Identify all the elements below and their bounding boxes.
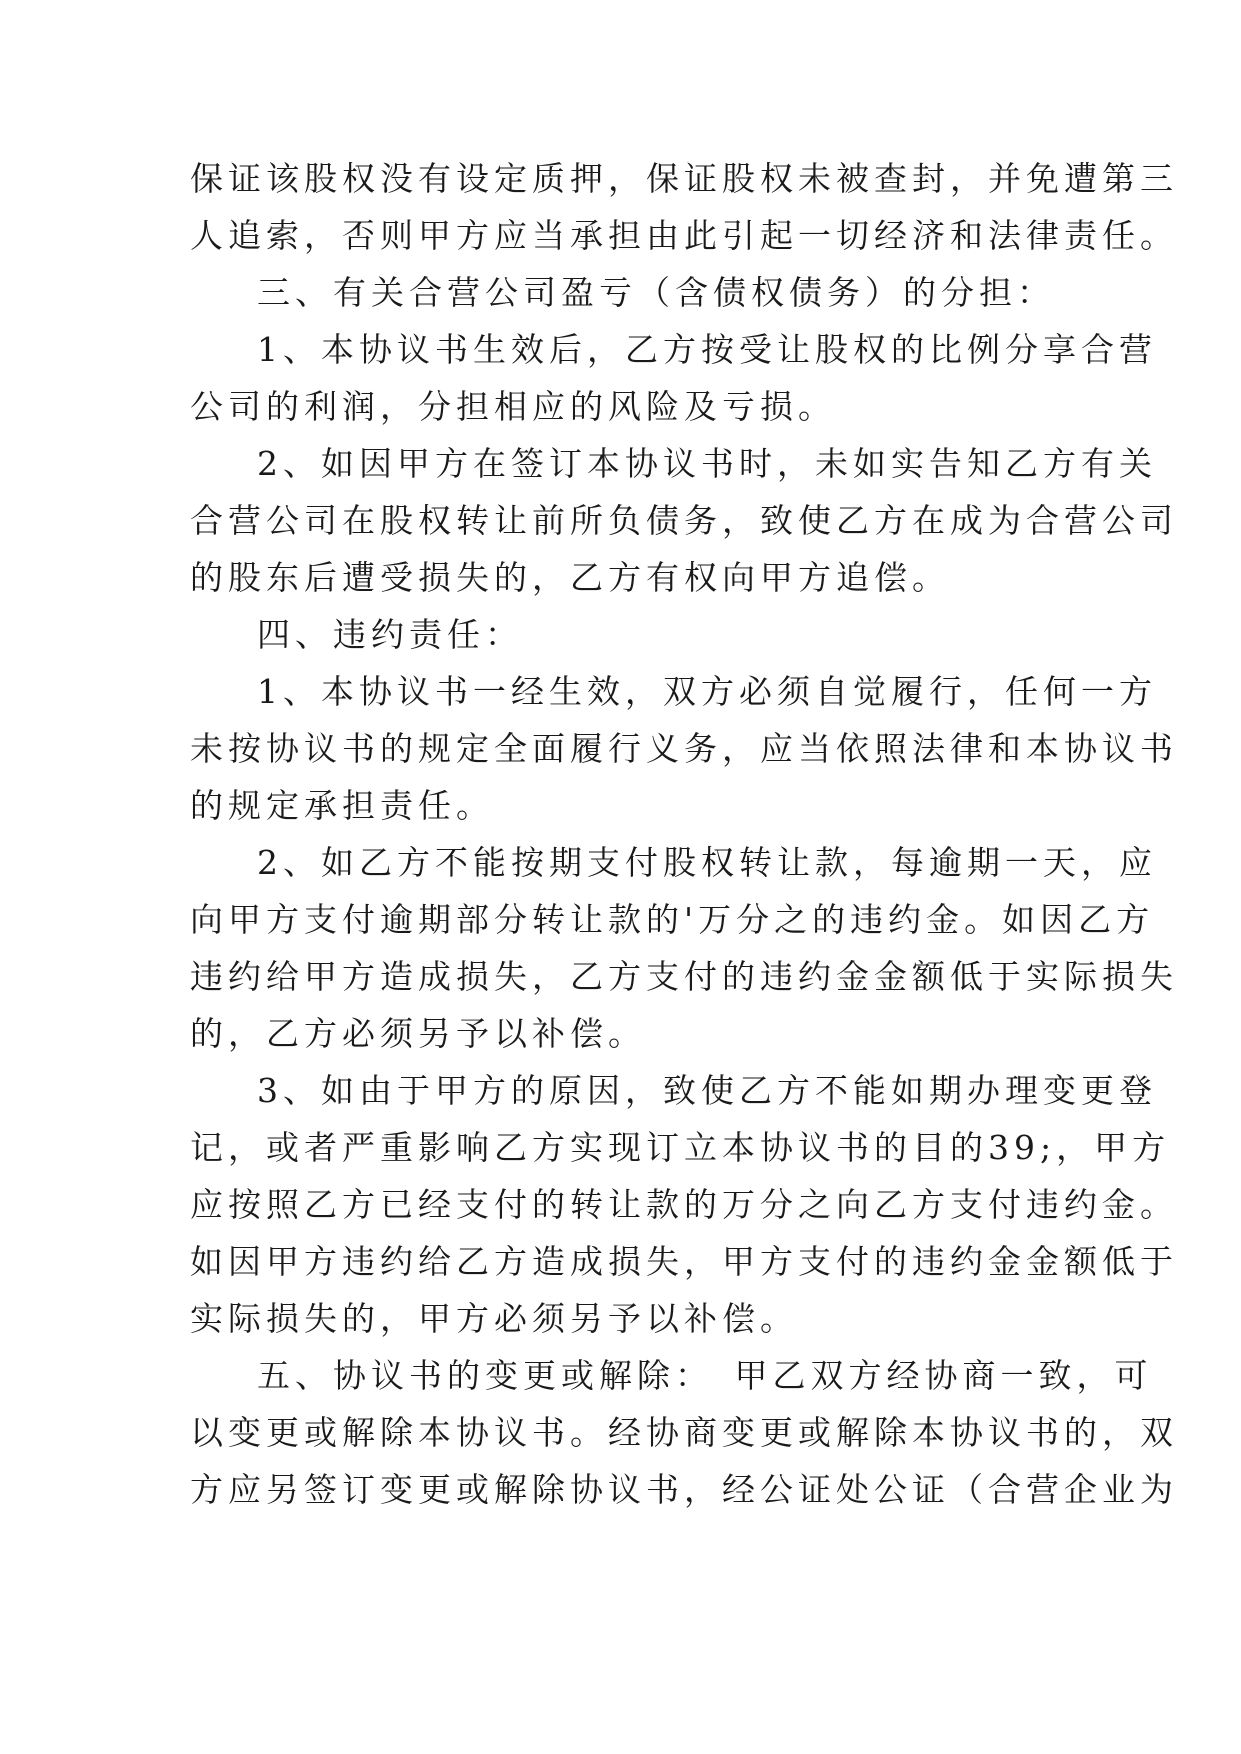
text-line: 人追索，否则甲方应当承担由此引起一切经济和法律责任。 [190,216,1178,255]
text-line: 1、本协议书一经生效，双方必须自觉履行，任何一方 [257,672,1157,711]
text-line: 保证该股权没有设定质押，保证股权未被查封，并免遭第三 [190,159,1178,198]
text-line: 以变更或解除本协议书。经协商变更或解除本协议书的，双 [190,1413,1178,1452]
text-line: 的规定承担责任。 [190,786,494,825]
text-line: 的股东后遭受损失的，乙方有权向甲方追偿。 [190,558,950,597]
section-heading: 三、有关合营公司盈亏（含债权债务）的分担： [257,273,1055,312]
text-line: 违约给甲方造成损失，乙方支付的违约金金额低于实际损失 [190,957,1178,996]
text-line: 公司的利润，分担相应的风险及亏损。 [190,387,836,426]
section-heading: 四、违约责任： [257,615,523,654]
text-line: 向甲方支付逾期部分转让款的'万分之的违约金。如因乙方 [190,900,1155,939]
section-heading: 五、协议书的变更或解除： 甲乙双方经协商一致，可 [257,1356,1153,1395]
text-line: 记，或者严重影响乙方实现订立本协议书的目的39;，甲方 [190,1128,1171,1167]
text-line: 合营公司在股权转让前所负债务，致使乙方在成为合营公司 [190,501,1178,540]
text-line: 2、如因甲方在签订本协议书时，未如实告知乙方有关 [257,444,1157,483]
text-line: 的，乙方必须另予以补偿。 [190,1014,646,1053]
text-line: 2、如乙方不能按期支付股权转让款，每逾期一天，应 [257,843,1157,882]
text-line: 如因甲方违约给乙方造成损失，甲方支付的违约金金额低于 [190,1242,1178,1281]
text-line: 未按协议书的规定全面履行义务，应当依照法律和本协议书 [190,729,1178,768]
text-line: 应按照乙方已经支付的转让款的万分之向乙方支付违约金。 [190,1185,1178,1224]
text-line: 实际损失的，甲方必须另予以补偿。 [190,1299,798,1338]
text-line: 3、如由于甲方的原因，致使乙方不能如期办理变更登 [257,1071,1157,1110]
text-line: 1、本协议书生效后，乙方按受让股权的比例分享合营 [257,330,1157,369]
text-line: 方应另签订变更或解除协议书，经公证处公证（合营企业为 [190,1470,1178,1509]
